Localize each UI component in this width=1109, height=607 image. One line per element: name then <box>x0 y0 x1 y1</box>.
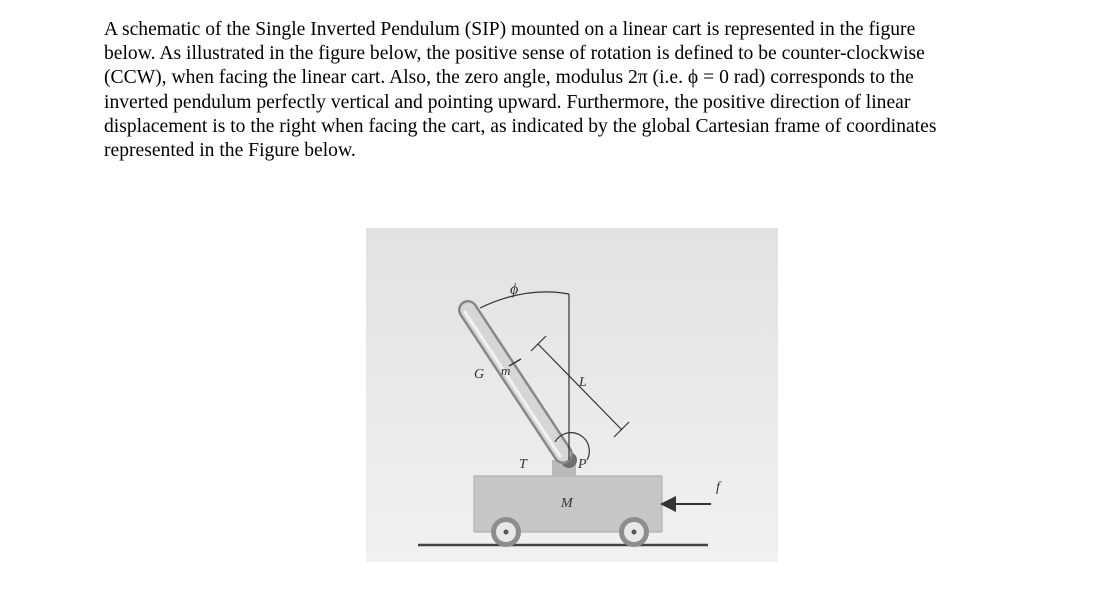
right-wheel <box>619 517 649 547</box>
paragraph-line: displacement is to the right when facing the cart, as indicated by the global Cartesian frame of coordinates <box>104 115 937 137</box>
force-label: f <box>716 480 720 495</box>
phi-label: ϕ <box>510 281 519 298</box>
paragraph-line: A schematic of the Single Inverted Pendulum (SIP) mounted on a linear cart is represented in the figure <box>104 19 916 40</box>
pivot-label: P <box>578 457 587 472</box>
problem-statement-paragraph <box>104 18 1064 163</box>
pendulum-cart-diagram <box>366 228 778 562</box>
paragraph-line: (CCW), when facing the linear cart. Also, the zero angle, modulus 2π (i.e. ϕ = 0 rad) corresponds to the <box>104 67 914 89</box>
torque-label: T <box>519 457 527 472</box>
paragraph-line: inverted pendulum perfectly vertical and pointing upward. Furthermore, the positive direction of linear <box>104 91 911 113</box>
pendulum-cart-figure <box>366 228 778 562</box>
length-label: L <box>579 375 587 390</box>
paragraph-line: below. As illustrated in the figure below, the positive sense of rotation is defined to be counter-clockwise <box>104 43 925 65</box>
center-of-mass-label: G <box>474 367 485 382</box>
mass-label: m <box>501 363 511 378</box>
paragraph-line: represented in the Figure below. <box>104 140 356 162</box>
left-wheel <box>491 517 521 547</box>
cart-mass-label: M <box>561 496 573 511</box>
